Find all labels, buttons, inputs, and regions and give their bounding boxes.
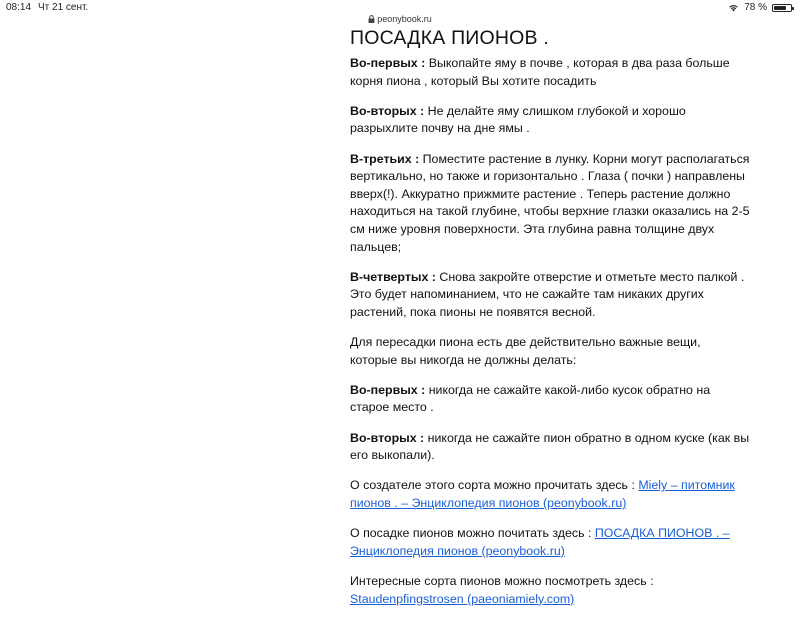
link-paragraph-varieties — [350, 573, 750, 608]
rule-text: никогда не сажайте какой-либо кусок обратно на старое место . — [350, 382, 711, 415]
link-prefix: О создателе этого сорта можно прочитать здесь : — [350, 478, 639, 493]
page-title: ПОСАДКА ПИОНОВ . — [350, 27, 549, 49]
link-prefix: О посадке пионов можно почитать здесь : — [350, 526, 595, 541]
rule-lead: Во-вторых : — [350, 430, 425, 445]
status-date: Чт 21 сент. — [38, 2, 89, 13]
transplant-intro: Для пересадки пиона есть две действительно важные вещи, которые вы никогда не должны делать: — [350, 335, 701, 367]
rule-1 — [350, 382, 750, 417]
creator-link[interactable]: Miely – питомник пионов . – Энциклопедия пионов (peonybook.ru) — [350, 478, 735, 511]
battery-fill — [774, 6, 786, 10]
link-paragraph-creator — [350, 477, 750, 512]
step-lead: В-четвертых : — [350, 269, 436, 284]
step-3 — [350, 151, 750, 257]
battery-icon — [772, 4, 792, 12]
status-right — [728, 2, 792, 13]
rule-lead: Во-первых : — [350, 382, 426, 397]
step-text: Не делайте яму слишком глубокой и хорошо разрыхлите почву на дне ямы . — [350, 103, 686, 136]
step-1 — [350, 55, 750, 90]
wifi-icon — [728, 4, 739, 12]
status-time: 08:14 — [6, 2, 32, 13]
step-text: Поместите растение в лунку. Корни могут располагаться вертикально, но также и горизонтально . Глаза ( почки ) направлены вверх(!). Аккуратно прижмите растение . Теперь растение должно находиться на такой глубине, чтобы верхние глазки оказались на 2-5 см ниже уровня поверхности. Эта глубина равна толщине двух пальцев; — [350, 151, 750, 254]
step-text: Выкопайте яму в почве , которая в два раза больше корня пиона , который Вы хотите посадить — [350, 56, 730, 88]
address-bar[interactable] — [0, 14, 800, 28]
step-lead: Во-первых : — [350, 56, 426, 70]
planting-link[interactable]: ПОСАДКА ПИОНОВ . – Энциклопедия пионов (peonybook.ru) — [350, 526, 730, 558]
step-lead: Во-вторых : — [350, 103, 425, 118]
rule-text: никогда не сажайте пион обратно в одном куске (как вы его выкопали). — [350, 430, 750, 463]
lock-icon — [368, 15, 375, 23]
step-lead: В-третьих : — [350, 151, 420, 166]
battery-percent: 78 % — [744, 2, 767, 13]
step-2 — [350, 103, 750, 138]
step-4 — [350, 269, 750, 322]
varieties-link[interactable]: Staudenpfingstrosen (paeoniamiely.com) — [350, 591, 575, 606]
link-paragraph-planting — [350, 525, 750, 560]
link-prefix: Интересные сорта пионов можно посмотреть здесь : — [350, 574, 654, 588]
step-text: Снова закройте отверстие и отметьте место палкой . Это будет напоминанием, что не сажайте там никаких других растений, пока пионы не появятся весной. — [350, 269, 745, 319]
url-text: peonybook.ru — [377, 14, 432, 24]
article — [350, 27, 750, 621]
rule-2 — [350, 430, 750, 465]
status-bar — [0, 0, 800, 15]
